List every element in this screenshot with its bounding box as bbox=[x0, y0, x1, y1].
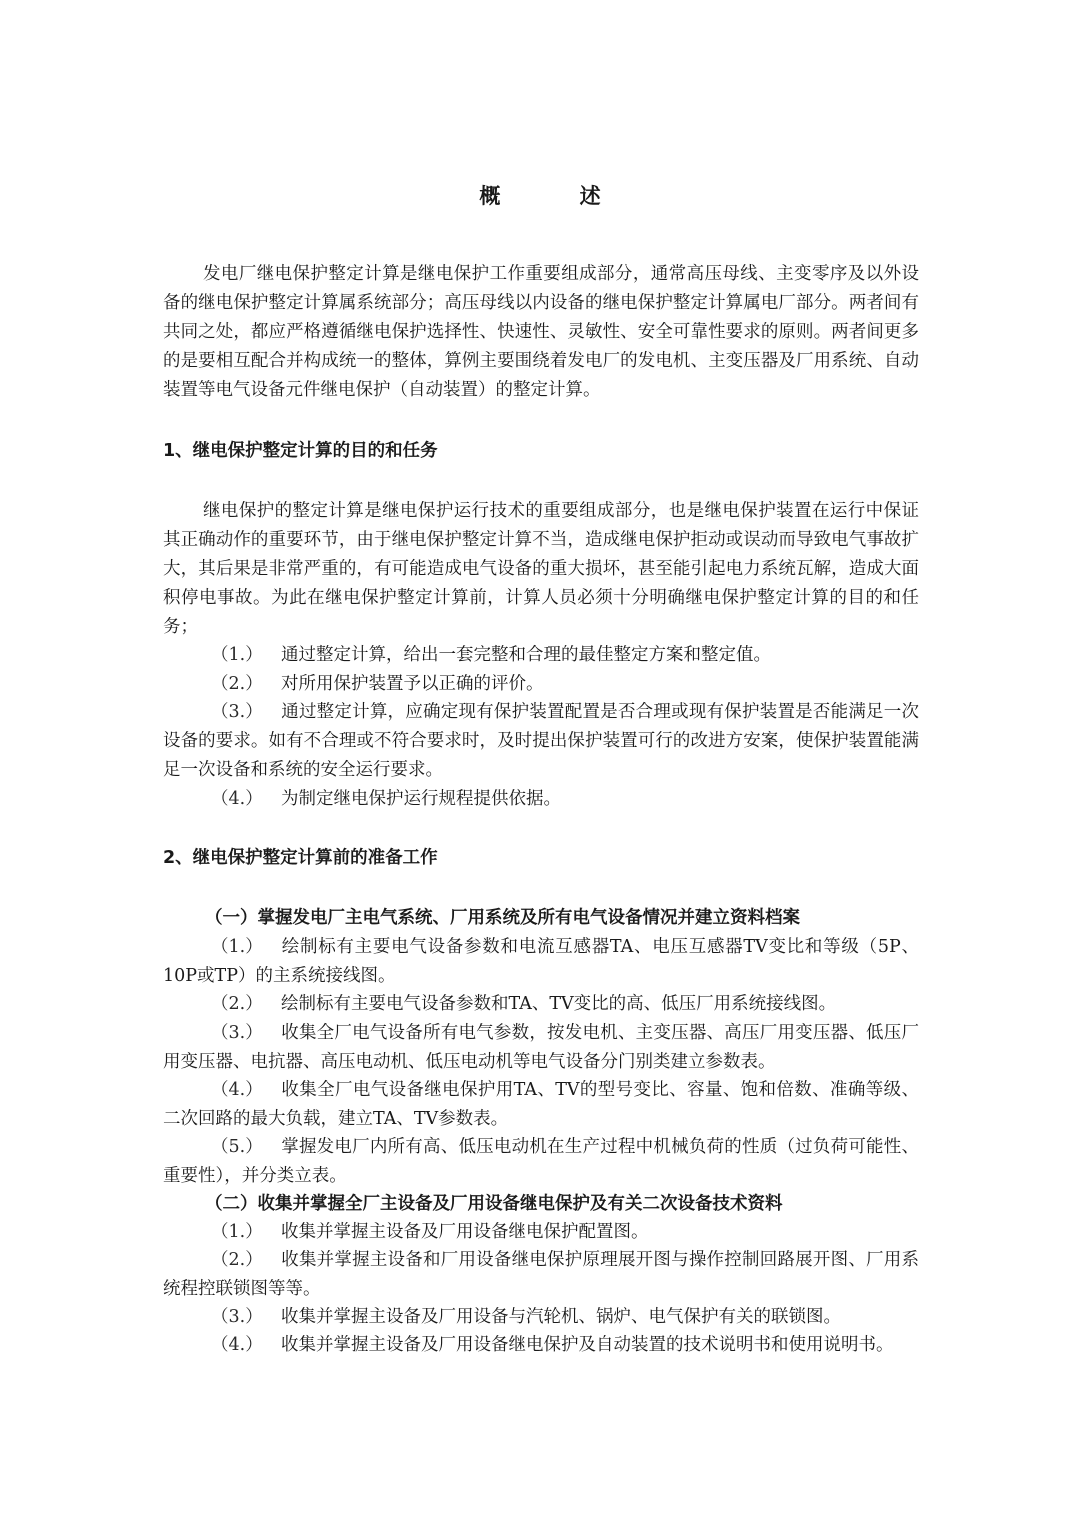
item-text: 通过整定计算，给出一套完整和合理的最佳整定方案和整定值。 bbox=[281, 645, 771, 665]
item-text: 绘制标有主要电气设备参数和电流互感器TA、电压互感器TV变比和等级（5P、10P或TP）的主系统接线图。 bbox=[163, 937, 919, 986]
item-text: 收集并掌握主设备及厂用设备继电保护配置图。 bbox=[281, 1222, 649, 1242]
section1-item-4 bbox=[163, 785, 919, 814]
item-number: （3.） bbox=[211, 702, 263, 722]
item-number: （1.） bbox=[211, 937, 263, 957]
section2-heading: 2、继电保护整定计算前的准备工作 bbox=[163, 848, 438, 868]
item-text: 收集全厂电气设备所有电气参数，按发电机、主变压器、高压厂用变压器、低压厂用变压器、电抗器、高压电动机、低压电动机等电气设备分门别类建立参数表。 bbox=[163, 1023, 919, 1072]
sub2-item-2 bbox=[163, 1246, 919, 1304]
item-text: 对所用保护装置予以正确的评价。 bbox=[281, 674, 544, 694]
section2-sub2-heading: （二）收集并掌握全厂主设备及厂用设备继电保护及有关二次设备技术资料 bbox=[205, 1194, 783, 1214]
section1-heading: 1、继电保护整定计算的目的和任务 bbox=[163, 441, 438, 461]
sub1-item-5 bbox=[163, 1133, 919, 1191]
item-number: （1.） bbox=[211, 1222, 263, 1242]
item-number: （2.） bbox=[211, 994, 263, 1014]
item-text: 绘制标有主要电气设备参数和TA、TV变比的高、低压厂用系统接线图。 bbox=[281, 994, 837, 1014]
item-number: （3.） bbox=[211, 1023, 263, 1043]
item-text: 收集并掌握主设备及厂用设备继电保护及自动装置的技术说明书和使用说明书。 bbox=[281, 1335, 894, 1355]
sub2-item-1 bbox=[163, 1218, 919, 1247]
sub1-item-3 bbox=[163, 1019, 919, 1077]
item-text: 收集全厂电气设备继电保护用TA、TV的型号变比、容量、饱和倍数、准确等级、二次回路的最大负载，建立TA、TV参数表。 bbox=[163, 1080, 919, 1129]
item-number: （4.） bbox=[211, 1335, 263, 1355]
item-number: （4.） bbox=[211, 789, 263, 809]
page-title: 概 述 bbox=[479, 183, 637, 208]
sub1-item-4 bbox=[163, 1076, 919, 1134]
item-number: （2.） bbox=[211, 674, 263, 694]
section2-sub1-heading: （一）掌握发电厂主电气系统、厂用系统及所有电气设备情况并建立资料档案 bbox=[205, 908, 800, 928]
sub1-item-2 bbox=[163, 990, 919, 1019]
item-text: 掌握发电厂内所有高、低压电动机在生产过程中机械负荷的性质（过负荷可能性、重要性），并分类立表。 bbox=[163, 1137, 919, 1186]
intro-paragraph: 发电厂继电保护整定计算是继电保护工作重要组成部分，通常高压母线、主变零序及以外设备的继电保护整定计算属系统部分；高压母线以内设备的继电保护整定计算属电厂部分。两者间有共同之处，都应严格遵循继电保护选择性、快速性、灵敏性、安全可靠性要求的原则。两者间更多的是要相互配合并构成统一的整体，算例主要围绕着发电厂的发电机、主变压器及厂用系统、自动装置等电气设备元件继电保护（自动装置）的整定计算。 bbox=[163, 264, 919, 400]
sub1-item-1 bbox=[163, 933, 919, 991]
sub2-item-3 bbox=[163, 1303, 919, 1332]
item-number: （5.） bbox=[211, 1137, 263, 1157]
item-text: 收集并掌握主设备及厂用设备与汽轮机、锅炉、电气保护有关的联锁图。 bbox=[281, 1307, 841, 1327]
section1-item-2 bbox=[163, 670, 919, 699]
item-number: （2.） bbox=[211, 1250, 263, 1270]
section1-paragraph: 继电保护的整定计算是继电保护运行技术的重要组成部分，也是继电保护装置在运行中保证其正确动作的重要环节，由于继电保护整定计算不当，造成继电保护拒动或误动而导致电气事故扩大，其后果是非常严重的，有可能造成电气设备的重大损坏，甚至能引起电力系统瓦解，造成大面积停电事故。为此在继电保护整定计算前，计算人员必须十分明确继电保护整定计算的目的和任务； bbox=[163, 501, 919, 637]
item-text: 收集并掌握主设备和厂用设备继电保护原理展开图与操作控制回路展开图、厂用系统程控联锁图等等。 bbox=[163, 1250, 919, 1299]
item-text: 通过整定计算，应确定现有保护装置配置是否合理或现有保护装置是否能满足一次设备的要求。如有不合理或不符合要求时，及时提出保护装置可行的改进方安案，使保护装置能满足一次设备和系统的安全运行要求。 bbox=[163, 702, 919, 780]
item-number: （3.） bbox=[211, 1307, 263, 1327]
item-number: （4.） bbox=[211, 1080, 263, 1100]
section1-item-3 bbox=[163, 698, 919, 785]
sub2-item-4 bbox=[163, 1331, 919, 1360]
item-text: 为制定继电保护运行规程提供依据。 bbox=[281, 789, 561, 809]
item-number: （1.） bbox=[211, 645, 263, 665]
section1-item-1 bbox=[163, 641, 919, 670]
